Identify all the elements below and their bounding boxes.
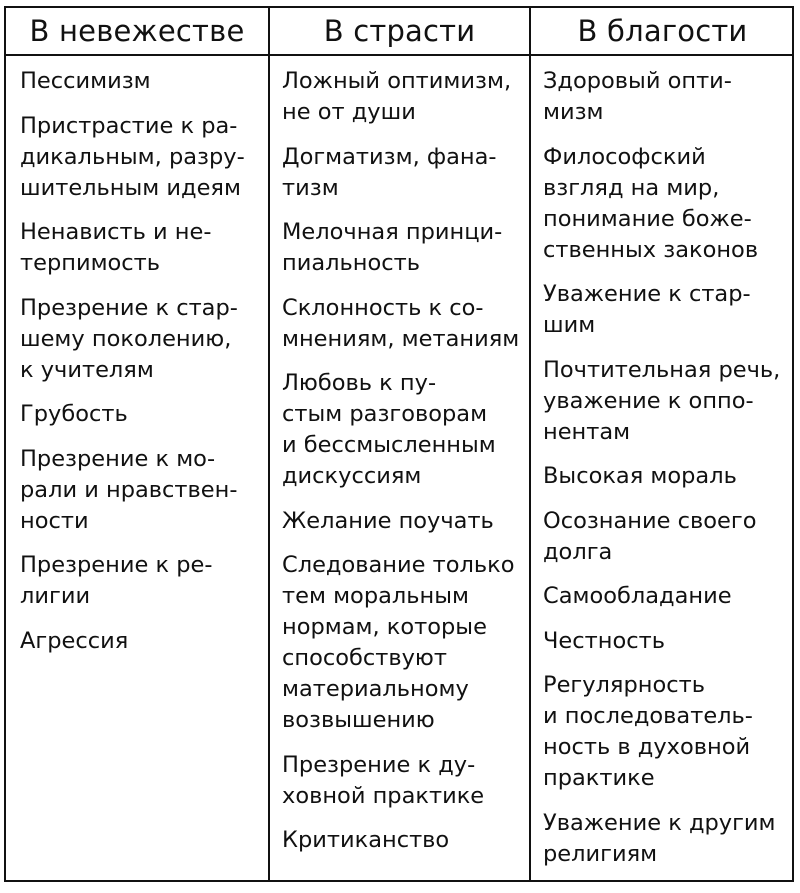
list-item: Критиканство xyxy=(282,827,450,853)
column-divider xyxy=(268,8,270,880)
column-divider xyxy=(529,8,531,880)
list-item: Догматизм, фана- тизм xyxy=(282,143,497,201)
column-goodness xyxy=(543,56,791,883)
list-item: Пессимизм xyxy=(20,68,151,94)
list-item: Презрение к стар- шему поколению, к учителям xyxy=(20,294,238,383)
list-item: Пристрастие к ра- дикальным, разру- шительным идеям xyxy=(20,112,245,201)
list-item: Уважение к другим религиям xyxy=(543,809,776,867)
list-item: Регулярность и последователь- ность в духовной практике xyxy=(543,672,753,791)
list-item: Презрение к ре- лигии xyxy=(20,552,213,609)
column-ignorance xyxy=(20,56,264,670)
list-item: Мелочная принци- пиальность xyxy=(282,219,503,276)
list-item: Самообладание xyxy=(543,583,732,609)
list-item: Ложный оптимизм, не от души xyxy=(282,68,512,125)
list-item: Агрессия xyxy=(20,627,129,654)
list-item: Почтительная речь, уважение к оппо- нентам xyxy=(543,356,781,445)
list-item: Презрение к ду- ховной практике xyxy=(282,751,485,809)
list-item: Осознание своего долга xyxy=(543,507,757,565)
list-item: Честность xyxy=(543,627,665,654)
column-passion xyxy=(282,56,526,870)
column-header-ignorance: В невежестве xyxy=(29,14,245,48)
qualities-table xyxy=(4,6,794,882)
list-item: Философский взгляд на мир, понимание боже- ственных законов xyxy=(543,143,759,263)
list-item: Грубость xyxy=(20,401,128,427)
list-item: Высокая мораль xyxy=(543,463,737,489)
column-header-goodness: В благости xyxy=(577,14,748,48)
list-item: Любовь к пу- стым разговорам и бессмысленным дискуссиям xyxy=(282,370,496,489)
list-item: Желание поучать xyxy=(282,507,494,534)
list-item: Уважение к стар- шим xyxy=(543,281,751,338)
list-item: Склонность к со- мнениям, метаниям xyxy=(282,294,520,352)
list-item: Ненависть и не- терпимость xyxy=(20,219,212,276)
list-item: Здоровый опти- мизм xyxy=(543,68,732,125)
list-item: Следование только тем моральным нормам, которые способствуют материальному возвышению xyxy=(282,552,515,733)
list-item: Презрение к мо- рали и нравствен- ности xyxy=(20,445,238,534)
column-header-passion: В страсти xyxy=(323,14,476,48)
